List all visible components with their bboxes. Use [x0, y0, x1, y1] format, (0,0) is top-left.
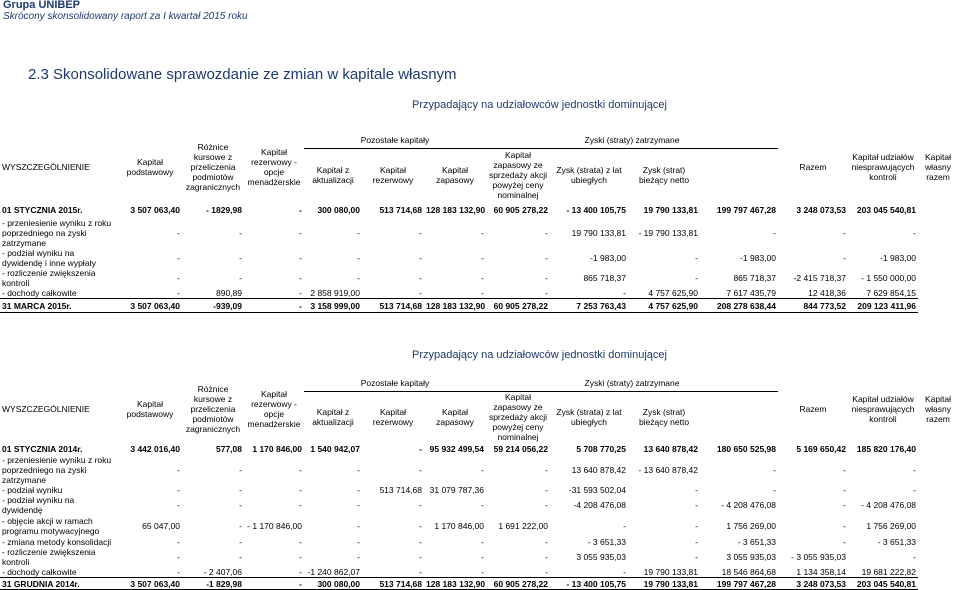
table-cell: -: [695, 500, 698, 510]
row-label: - podział wyniku na dywidendę: [2, 495, 75, 515]
table-cell: -1 983,00: [880, 253, 916, 263]
table-cell: -: [239, 552, 242, 562]
group-caption-2015: Przypadający na udziałowców jednostki dominującej: [412, 99, 667, 111]
table-cell: -: [481, 465, 484, 475]
table-cell: -: [419, 521, 422, 531]
column-header: Kapitał udziałów niesprawujących kontroli: [851, 152, 915, 182]
table-row: [0, 547, 958, 567]
table-cell: -: [843, 521, 846, 531]
table-cell: -: [419, 228, 422, 238]
table-cell: -: [481, 288, 484, 298]
column-header: WYSZCZEGÓLNIENIE: [2, 162, 90, 172]
table-cell: - 3 651,33: [737, 537, 776, 547]
table-row: [0, 537, 958, 547]
table-cell: -: [695, 253, 698, 263]
table-cell: -: [177, 465, 180, 475]
table-row: [0, 515, 958, 537]
row-label: 01 STYCZNIA 2015r.: [2, 205, 83, 215]
table-cell: -: [843, 465, 846, 475]
column-header: Kapitał z aktualizacji: [312, 407, 354, 428]
column-header: Razem: [799, 404, 827, 414]
table-cell: 13 640 878,42: [571, 465, 626, 475]
table-cell: -: [357, 273, 360, 283]
table-cell: -: [239, 228, 242, 238]
table-cell: -: [299, 228, 302, 238]
column-header: Kapitał zapasowy ze sprzedaży akcji powyżej ceny nominalnej: [488, 392, 548, 443]
row-label: 01 STYCZNIA 2014r.: [2, 444, 83, 454]
span-header-retained-earnings: Zyski (straty) zatrzymane: [486, 375, 778, 391]
table-cell: -: [244, 578, 304, 590]
table-row: [0, 443, 958, 455]
table-cell: -: [623, 288, 626, 298]
table-cell: -: [481, 537, 484, 547]
table-cell: -: [545, 537, 548, 547]
table-cell: -: [239, 485, 242, 495]
table-cell: -: [419, 465, 422, 475]
table-cell: -1 983,00: [740, 253, 776, 263]
column-header: Kapitał udziałów niesprawujących kontroli: [851, 394, 915, 424]
table-cell: -: [357, 500, 360, 510]
table-cell: 199 797 467,28: [700, 578, 778, 590]
table-cell: -: [913, 485, 916, 495]
table-cell: -: [177, 567, 180, 577]
table-cell: -: [357, 253, 360, 263]
row-label: - rozliczenie zwiększenia kontroli: [2, 268, 96, 288]
table-cell: -: [299, 500, 302, 510]
table-cell: -: [177, 228, 180, 238]
table-cell: -: [357, 228, 360, 238]
table-cell: -: [623, 567, 626, 577]
table-cell: -: [299, 537, 302, 547]
header-row-group: [0, 375, 958, 391]
company-name: Grupa UNIBEP: [3, 0, 81, 11]
table-cell: -1 829,98: [182, 578, 244, 590]
column-header: WYSZCZEGÓLNIENIE: [2, 404, 90, 414]
table-cell: -31 593 502,04: [568, 485, 626, 495]
table-row: [0, 455, 958, 485]
column-header: Kapitał podstawowy: [126, 399, 174, 419]
table-cell: - 13 640 878,42: [638, 465, 698, 475]
table-cell: -: [695, 485, 698, 495]
column-header: Kapitał zapasowy: [436, 407, 474, 428]
row-label: - dochody całkowite: [2, 288, 77, 298]
table-cell: -: [419, 537, 422, 547]
column-header: Kapitał z aktualizacji: [312, 165, 354, 186]
table-cell: 3 507 063,40: [118, 578, 182, 590]
table-cell: 300 080,00: [317, 205, 360, 215]
table-cell: -: [239, 465, 242, 475]
table-cell: 12 418,36: [808, 288, 846, 298]
table-cell: 180 650 525,98: [716, 444, 776, 454]
table-cell: 1 170 846,00: [434, 521, 484, 531]
table-cell: 65 047,00: [142, 521, 180, 531]
table-cell: -: [843, 485, 846, 495]
table-cell: 890,89: [216, 288, 242, 298]
table-cell: 19 790 133,81: [643, 567, 698, 577]
table-cell: - 1829,98: [206, 205, 242, 215]
table-cell: 19 790 133,81: [643, 205, 698, 215]
table-cell: -: [357, 465, 360, 475]
table-cell: -: [545, 500, 548, 510]
table-cell: 3 507 063,40: [118, 299, 182, 313]
table-row: [0, 567, 958, 578]
table-cell: 3 158 999,00: [304, 299, 362, 313]
table-cell: 844 773,52: [778, 299, 848, 313]
table-cell: -: [239, 500, 242, 510]
row-label: - objęcie akcji w ramach programu motywacyjnego: [2, 516, 100, 536]
table-cell: -: [419, 273, 422, 283]
table-cell: 4 757 625,90: [628, 299, 700, 313]
table-cell: -: [419, 500, 422, 510]
table-cell: -4 208 476,08: [573, 500, 626, 510]
table-cell: - 4 208 476,08: [721, 500, 776, 510]
column-header: Kapitał zapasowy ze sprzedaży akcji powyżej ceny nominalnej: [488, 150, 548, 201]
table-cell: -: [357, 552, 360, 562]
table-cell: 513 714,68: [362, 578, 424, 590]
table-cell: -2 415 718,37: [793, 273, 846, 283]
table-cell: 513 714,68: [379, 205, 422, 215]
span-header-retained-earnings: Zyski (straty) zatrzymane: [486, 132, 778, 148]
table-cell: 95 932 499,54: [429, 444, 484, 454]
table-cell: 3 248 073,53: [796, 205, 846, 215]
table-row: [0, 299, 958, 313]
table-cell: -: [239, 253, 242, 263]
table-cell: -: [913, 552, 916, 562]
column-header: Kapitał własny razem: [925, 394, 951, 424]
table-cell: 3 055 935,03: [576, 552, 626, 562]
table-cell: -: [545, 465, 548, 475]
table-cell: -: [773, 465, 776, 475]
table-cell: 1 540 942,07: [310, 444, 360, 454]
table-cell: -: [913, 465, 916, 475]
table-cell: - 1 170 846,00: [247, 521, 302, 531]
table-cell: -: [481, 567, 484, 577]
table-cell: 19 681 222,82: [861, 567, 916, 577]
column-header: Różnice kursowe z przeliczenia podmiotów zagranicznych: [185, 142, 241, 192]
column-header: Zysk (strata) z lat ubiegłych: [556, 407, 622, 428]
equity-changes-table-2015: [0, 132, 958, 313]
table-cell: -: [419, 567, 422, 577]
table-cell: -: [481, 500, 484, 510]
table-cell: -: [623, 521, 626, 531]
table-row: [0, 578, 958, 590]
table-cell: -: [299, 552, 302, 562]
table-cell: -: [695, 273, 698, 283]
table-cell: 19 790 133,81: [571, 228, 626, 238]
table-cell: 13 640 878,42: [643, 444, 698, 454]
table-cell: -: [299, 567, 302, 577]
table-cell: -: [773, 485, 776, 495]
table-cell: 185 820 176,40: [856, 444, 916, 454]
span-header-other-capital: Pozostałe kapitały: [304, 132, 486, 148]
table-cell: -: [177, 273, 180, 283]
column-header: Kapitał podstawowy: [126, 157, 174, 177]
table-cell: -: [357, 485, 360, 495]
table-cell: 203 045 540,81: [856, 205, 916, 215]
table-row: [0, 495, 958, 515]
table-cell: -: [177, 537, 180, 547]
table-cell: -: [299, 465, 302, 475]
table-cell: -: [843, 500, 846, 510]
table-cell: 1 756 269,00: [726, 521, 776, 531]
column-header: Kapitał rezerwowy: [372, 165, 414, 186]
table-cell: -1 240 862,07: [307, 567, 360, 577]
table-cell: 18 546 864,68: [721, 567, 776, 577]
row-label: - przeniesienie wyniku z roku poprzedniego na zyski zatrzymane: [2, 218, 112, 248]
column-header: Kapitał rezerwowy: [372, 407, 414, 428]
row-label: - podział wyniku na dywidendę i inne wypłaty: [2, 248, 97, 268]
table-cell: -939,09: [182, 299, 244, 313]
table-cell: -: [177, 485, 180, 495]
table-cell: -: [843, 253, 846, 263]
table-cell: 209 123 411,96: [848, 299, 918, 313]
table-cell: -: [545, 288, 548, 298]
table-cell: -: [773, 228, 776, 238]
table-cell: 577,08: [216, 444, 242, 454]
table-cell: 199 797 467,28: [716, 205, 776, 215]
table-cell: -: [481, 552, 484, 562]
table-cell: 865 718,37: [583, 273, 626, 283]
table-cell: -: [545, 253, 548, 263]
table-cell: -: [481, 228, 484, 238]
table-cell: -: [545, 228, 548, 238]
table-cell: 7 629 854,15: [866, 288, 916, 298]
row-label: - zmiana metody konsolidacji: [2, 537, 112, 547]
table-cell: -: [695, 537, 698, 547]
table-row: [0, 218, 958, 248]
column-header: Zysk (strata) z lat ubiegłych: [556, 165, 622, 186]
table-cell: 1 170 846,00: [252, 444, 302, 454]
table-cell: - 19 790 133,81: [638, 228, 698, 238]
table-cell: 128 183 132,90: [426, 578, 486, 589]
table-cell: -: [299, 273, 302, 283]
table-cell: -: [239, 521, 242, 531]
table-cell: 7 253 763,43: [550, 299, 628, 313]
table-cell: 60 905 278,22: [493, 205, 548, 215]
table-cell: -: [481, 273, 484, 283]
table-cell: -: [177, 288, 180, 298]
table-cell: 3 442 016,40: [130, 444, 180, 454]
table-cell: -: [419, 253, 422, 263]
table-cell: 31 079 787,36: [429, 485, 484, 495]
table-cell: 513 714,68: [362, 299, 424, 313]
row-label: - przeniesienie wyniku z roku poprzedniego na zyski zatrzymane: [2, 455, 112, 485]
column-header: Zysk (strat) bieżący netto: [638, 407, 690, 428]
table-cell: -: [545, 567, 548, 577]
equity-changes-table-2014: [0, 375, 958, 590]
table-cell: - 13 400 105,75: [550, 578, 628, 590]
table-cell: 4 757 625,90: [648, 288, 698, 298]
table-cell: 208 278 638,44: [700, 299, 778, 313]
table-cell: -: [244, 299, 304, 313]
table-cell: 5 708 770,25: [576, 444, 626, 454]
column-header: Kapitał rezerwowy - opcje menadżerskie: [247, 147, 301, 187]
table-row: [0, 202, 958, 218]
table-cell: 1 756 269,00: [866, 521, 916, 531]
table-cell: - 1 550 000,00: [861, 273, 916, 283]
table-cell: 19 790 133,81: [628, 578, 700, 590]
column-header: Różnice kursowe z przeliczenia podmiotów zagranicznych: [185, 384, 241, 434]
table-cell: - 4 208 476,08: [861, 500, 916, 510]
table-cell: -: [419, 552, 422, 562]
table-cell: -: [357, 521, 360, 531]
table-cell: - 13 400 105,75: [566, 205, 626, 215]
table-cell: -: [913, 228, 916, 238]
table-cell: -1 983,00: [590, 253, 626, 263]
table-cell: -: [545, 552, 548, 562]
table-cell: 7 617 435,79: [726, 288, 776, 298]
table-cell: -: [357, 537, 360, 547]
table-cell: -: [843, 537, 846, 547]
row-label: 31 GRUDNIA 2014r.: [0, 578, 118, 590]
table-cell: 128 183 132,90: [426, 205, 486, 215]
column-header: Kapitał zapasowy: [436, 165, 474, 186]
table-row: [0, 288, 958, 299]
table-row: [0, 485, 958, 495]
table-cell: -: [239, 273, 242, 283]
column-header: Zysk (strat) bieżący netto: [638, 165, 690, 186]
column-header: Kapitał rezerwowy - opcje menadżerskie: [247, 389, 301, 429]
table-cell: - 3 651,33: [877, 537, 916, 547]
table-cell: 59 214 056,22: [493, 444, 548, 454]
section-title: 2.3 Skonsolidowane sprawozdanie ze zmian w kapitale własnym: [28, 66, 457, 83]
table-cell: 5 169 650,42: [796, 444, 846, 454]
table-cell: 128 183 132,90: [426, 300, 486, 311]
table-cell: 60 905 278,22: [486, 299, 550, 313]
table-cell: 203 045 540,81: [848, 578, 918, 590]
table-cell: -: [419, 444, 422, 454]
table-cell: -: [299, 205, 302, 215]
table-cell: -: [299, 485, 302, 495]
row-label: 31 MARCA 2015r.: [0, 299, 118, 313]
table-cell: -: [299, 288, 302, 298]
report-header: [3, 0, 248, 22]
table-cell: -: [177, 253, 180, 263]
table-cell: -: [695, 552, 698, 562]
table-cell: 3 248 073,53: [778, 578, 848, 590]
table-cell: -: [419, 288, 422, 298]
table-cell: 1 691 222,00: [498, 521, 548, 531]
row-label: - dochody całkowite: [2, 567, 77, 577]
table-cell: 865 718,37: [733, 273, 776, 283]
table-cell: 2 858 919,00: [310, 288, 360, 298]
row-label: - podział wyniku: [2, 485, 63, 495]
table-cell: -: [177, 552, 180, 562]
table-cell: -: [239, 537, 242, 547]
table-cell: -: [695, 521, 698, 531]
table-cell: -: [545, 485, 548, 495]
table-cell: 60 905 278,22: [486, 578, 550, 590]
table-cell: - 3 651,33: [587, 537, 626, 547]
table-cell: 3 507 063,40: [130, 205, 180, 215]
column-header: Kapitał własny razem: [925, 152, 951, 182]
table-cell: - 3 055 935,03: [791, 552, 846, 562]
table-cell: - 2 407,06: [203, 567, 242, 577]
table-cell: -: [545, 273, 548, 283]
table-cell: -: [843, 228, 846, 238]
row-label: - rozliczenie zwiększenia kontroli: [2, 547, 96, 567]
table-row: [0, 248, 958, 268]
table-cell: -: [481, 253, 484, 263]
table-cell: 513 714,68: [379, 485, 422, 495]
header-row-group: [0, 132, 958, 148]
table-cell: -: [177, 500, 180, 510]
column-header: Razem: [799, 162, 827, 172]
table-cell: 1 134 358,14: [796, 567, 846, 577]
table-cell: 300 080,00: [304, 578, 362, 590]
table-cell: -: [299, 253, 302, 263]
span-header-other-capital: Pozostałe kapitały: [304, 375, 486, 391]
group-caption-2014: Przypadający na udziałowców jednostki dominującej: [412, 349, 667, 361]
report-subtitle: Skrócony skonsolidowany raport za I kwartał 2015 roku: [3, 11, 248, 22]
table-row: [0, 268, 958, 288]
table-cell: 3 055 935,03: [726, 552, 776, 562]
